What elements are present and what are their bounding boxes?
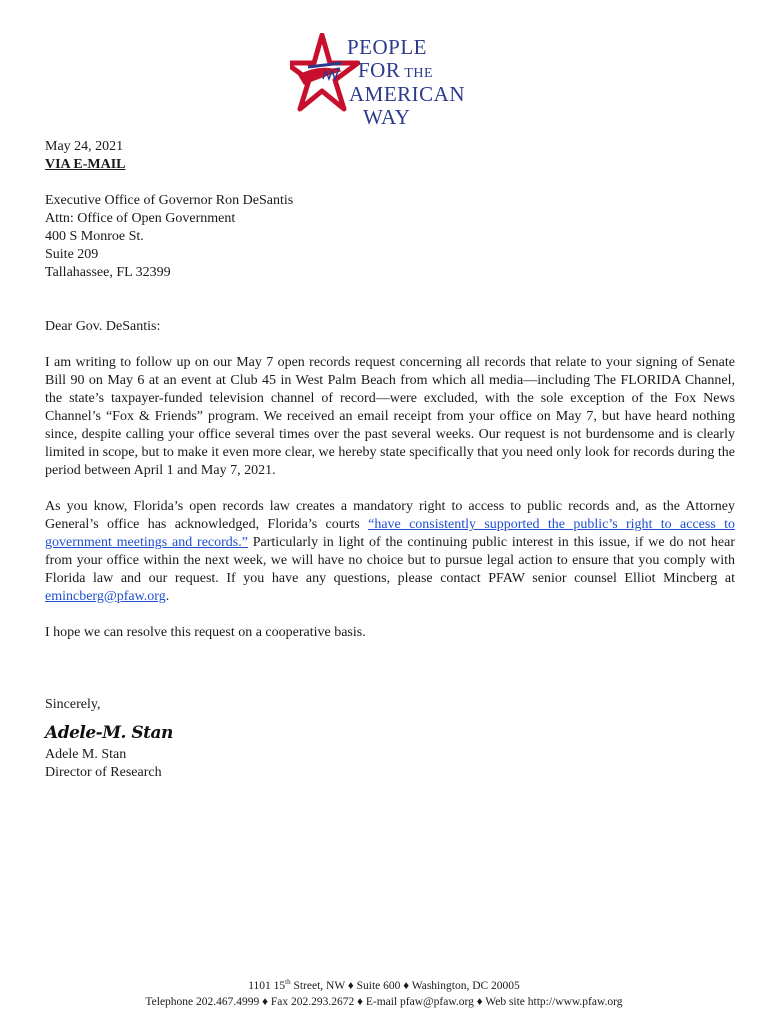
recipient-address [45,192,735,282]
letterhead-footer [0,974,768,1010]
signer-name: Adele M. Stan [45,747,127,762]
footer-contact: Telephone 202.467.4999 ♦ Fax 202.293.2672 ♦ E-mail pfaw@pfaw.org ♦ Web site http://www.pfaw.org [145,995,623,1008]
closing: Sincerely, [45,697,101,712]
logo-the: THE [404,66,434,81]
letter-body [45,138,735,782]
paragraph-3: I hope we can resolve this request on a cooperative basis. [45,625,366,640]
letter-date: May 24, 2021 [45,139,124,154]
logo-american: AMERICAN [349,82,466,106]
email-link[interactable]: emincberg@pfaw.org [45,589,166,604]
address-line: 400 S Monroe St. [45,229,144,244]
address-line: Suite 209 [45,247,99,262]
signer-title: Director of Research [45,765,162,780]
address-line: Attn: Office of Open Government [45,211,236,226]
pfaw-logo [290,33,490,129]
paragraph-1: I am writing to follow up on our May 7 open records request concerning all records that relate to your signing of Senate Bill 90 on May 6 at an event at Club 45 in West Palm Beach from which all media—including The FLORIDA Channel, the state’s taxpayer-funded television channel of record—were excluded, with the sole exception of the Fox News Channel’s “Fox & Friends” program. We received an email receipt from your office on May 7, but have heard nothing since, despite calling your office several times over the past several weeks. Our request is not burdensome and is clearly limited in scope, but to make it even more clear, we hereby state specifically that you need only look for records during the period between April 1 and May 7, 2021. [45,355,735,478]
footer-address: 1101 15th Street, NW ♦ Suite 600 ♦ Washington, DC 20005 [248,978,520,992]
paragraph-2: As you know, Florida’s open records law creates a mandatory right to access to public records and, as the Attorney General’s office has acknowledged, Florida’s courts “have consistently supported the public’s right to access to government meetings and records.” Particularly in light of the continuing public interest in this issue, if we do not hear from your office within the next week, we will have no choice but to pursue legal action to ensure that you comply with Florida law and our request. If you have any questions, please contact PFAW senior counsel Elliot Mincberg at emincberg@pfaw.org. [45,499,735,604]
logo-people: PEOPLE [347,35,428,59]
salutation: Dear Gov. DeSantis: [45,319,161,334]
address-line: Executive Office of Governor Ron DeSantis [45,193,294,208]
via-email-label: VIA E-MAIL [45,157,126,172]
logo-wordmark [345,37,465,130]
address-line: Tallahassee, FL 32399 [45,265,171,280]
handwritten-signature: Adele-M. Stan [45,723,173,743]
ag-quote-link[interactable]: “have consistently supported the public’s right to access to government meetings and records.” [45,517,735,550]
logo-way: WAY [363,105,411,129]
logo-for: FOR [358,58,401,82]
